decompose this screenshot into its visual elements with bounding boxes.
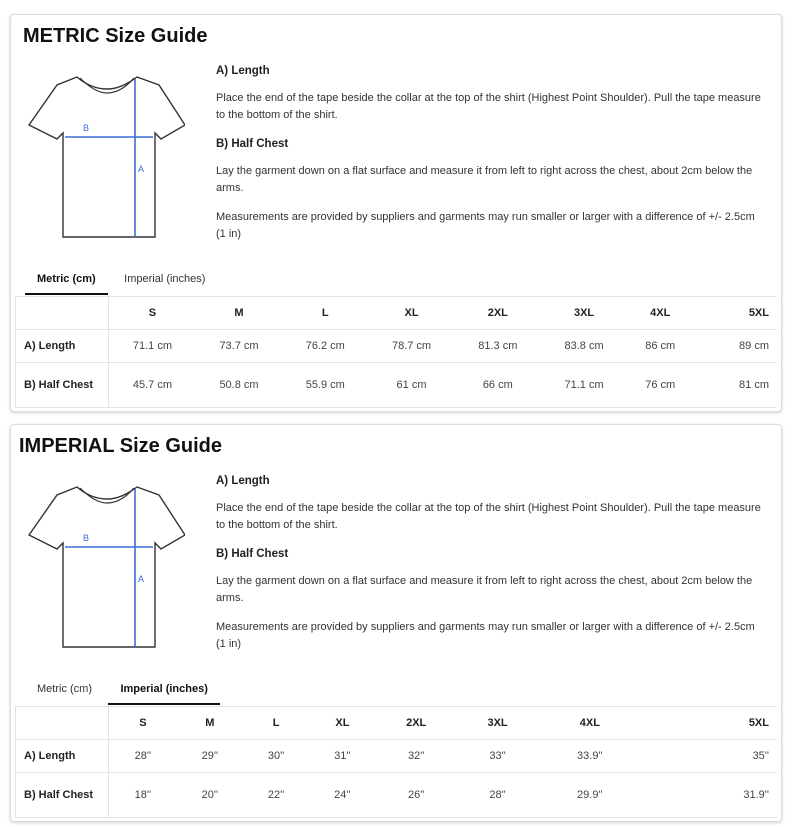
chest-text: Lay the garment down on a flat surface and measure it from left to right across the chest, about 2cm below the arms. [216, 165, 753, 194]
size-header: 5XL [641, 707, 777, 740]
diagram-label-a: A [138, 164, 145, 174]
table-cell: 31.9'' [641, 773, 777, 818]
imperial-size-table [15, 706, 777, 818]
size-header: 2XL [455, 297, 541, 330]
table-cell: 71.1 cm [109, 330, 196, 363]
size-header: S [109, 297, 196, 330]
table-corner-cell [16, 707, 109, 740]
size-header: S [109, 707, 177, 740]
tab-imperial[interactable]: Imperial (inches) [124, 273, 206, 285]
metric-size-guide-card [10, 14, 782, 412]
table-cell: 28'' [109, 740, 177, 773]
table-cell: 20'' [177, 773, 243, 818]
size-header: M [177, 707, 243, 740]
table-cell: 86 cm [627, 330, 693, 363]
table-cell: 35'' [641, 740, 777, 773]
table-cell: 33'' [457, 740, 538, 773]
chest-text: Lay the garment down on a flat surface and measure it from left to right across the chest, about 2cm below the arms. [216, 575, 753, 604]
size-header: M [196, 297, 282, 330]
size-header: XL [309, 707, 375, 740]
table-cell: 24'' [309, 773, 375, 818]
length-heading: A) Length [216, 65, 270, 77]
row-label: A) Length [16, 740, 109, 773]
table-cell: 81 cm [693, 363, 777, 408]
measurement-info [216, 63, 761, 255]
diagram-label-b: B [83, 123, 90, 133]
table-cell: 78.7 cm [368, 330, 454, 363]
chest-heading: B) Half Chest [216, 138, 289, 150]
table-cell: 32'' [376, 740, 457, 773]
size-header: 4XL [627, 297, 693, 330]
table-row [16, 363, 778, 408]
length-text: Place the end of the tape beside the collar at the top of the shirt (Highest Point Shoulder). Pull the tape measure to the bottom of the shirt. [216, 502, 761, 531]
metric-size-table [15, 296, 777, 408]
size-header: L [282, 297, 368, 330]
tab-metric[interactable]: Metric (cm) [37, 683, 92, 695]
size-header: 4XL [538, 707, 641, 740]
imperial-guide-title: IMPERIAL Size Guide [19, 435, 222, 457]
table-cell: 81.3 cm [455, 330, 541, 363]
length-text: Place the end of the tape beside the collar at the top of the shirt (Highest Point Shoulder). Pull the tape measure to the bottom of the shirt. [216, 92, 761, 121]
size-header: L [243, 707, 309, 740]
table-cell: 45.7 cm [109, 363, 196, 408]
table-cell: 28'' [457, 773, 538, 818]
metric-guide-title: METRIC Size Guide [23, 25, 208, 47]
measurement-info [216, 473, 761, 665]
tshirt-measure-icon [25, 67, 185, 247]
table-cell: 66 cm [455, 363, 541, 408]
size-header: 2XL [376, 707, 457, 740]
table-row [16, 330, 778, 363]
table-cell: 76.2 cm [282, 330, 368, 363]
table-cell: 22'' [243, 773, 309, 818]
diagram-label-a: A [138, 574, 145, 584]
table-cell: 55.9 cm [282, 363, 368, 408]
table-cell: 29.9'' [538, 773, 641, 818]
table-cell: 26'' [376, 773, 457, 818]
row-label: A) Length [16, 330, 109, 363]
size-header: XL [368, 297, 454, 330]
table-cell: 71.1 cm [541, 363, 627, 408]
table-header-row [16, 707, 778, 740]
table-corner-cell [16, 297, 109, 330]
table-cell: 29'' [177, 740, 243, 773]
imperial-size-guide-card [10, 424, 782, 822]
tab-imperial[interactable]: Imperial (inches) [108, 681, 219, 705]
table-row [16, 773, 778, 818]
size-header: 3XL [457, 707, 538, 740]
unit-tabs [25, 679, 220, 705]
table-cell: 83.8 cm [541, 330, 627, 363]
unit-tabs [25, 269, 217, 295]
tab-metric[interactable]: Metric (cm) [25, 271, 108, 295]
chest-heading: B) Half Chest [216, 548, 289, 560]
length-heading: A) Length [216, 475, 270, 487]
table-cell: 31'' [309, 740, 375, 773]
size-header: 3XL [541, 297, 627, 330]
size-header: 5XL [693, 297, 777, 330]
diagram-label-b: B [83, 533, 90, 543]
table-cell: 76 cm [627, 363, 693, 408]
table-cell: 33.9'' [538, 740, 641, 773]
table-cell: 30'' [243, 740, 309, 773]
table-cell: 50.8 cm [196, 363, 282, 408]
table-cell: 18'' [109, 773, 177, 818]
table-cell: 73.7 cm [196, 330, 282, 363]
table-row [16, 740, 778, 773]
table-cell: 89 cm [693, 330, 777, 363]
row-label: B) Half Chest [16, 363, 109, 408]
table-cell: 61 cm [368, 363, 454, 408]
tshirt-measure-icon [25, 477, 185, 657]
table-header-row [16, 297, 778, 330]
note-text: Measurements are provided by suppliers and garments may run smaller or larger with a difference of +/- 2.5cm (1 in) [216, 211, 755, 240]
note-text: Measurements are provided by suppliers and garments may run smaller or larger with a difference of +/- 2.5cm (1 in) [216, 621, 755, 650]
row-label: B) Half Chest [16, 773, 109, 818]
